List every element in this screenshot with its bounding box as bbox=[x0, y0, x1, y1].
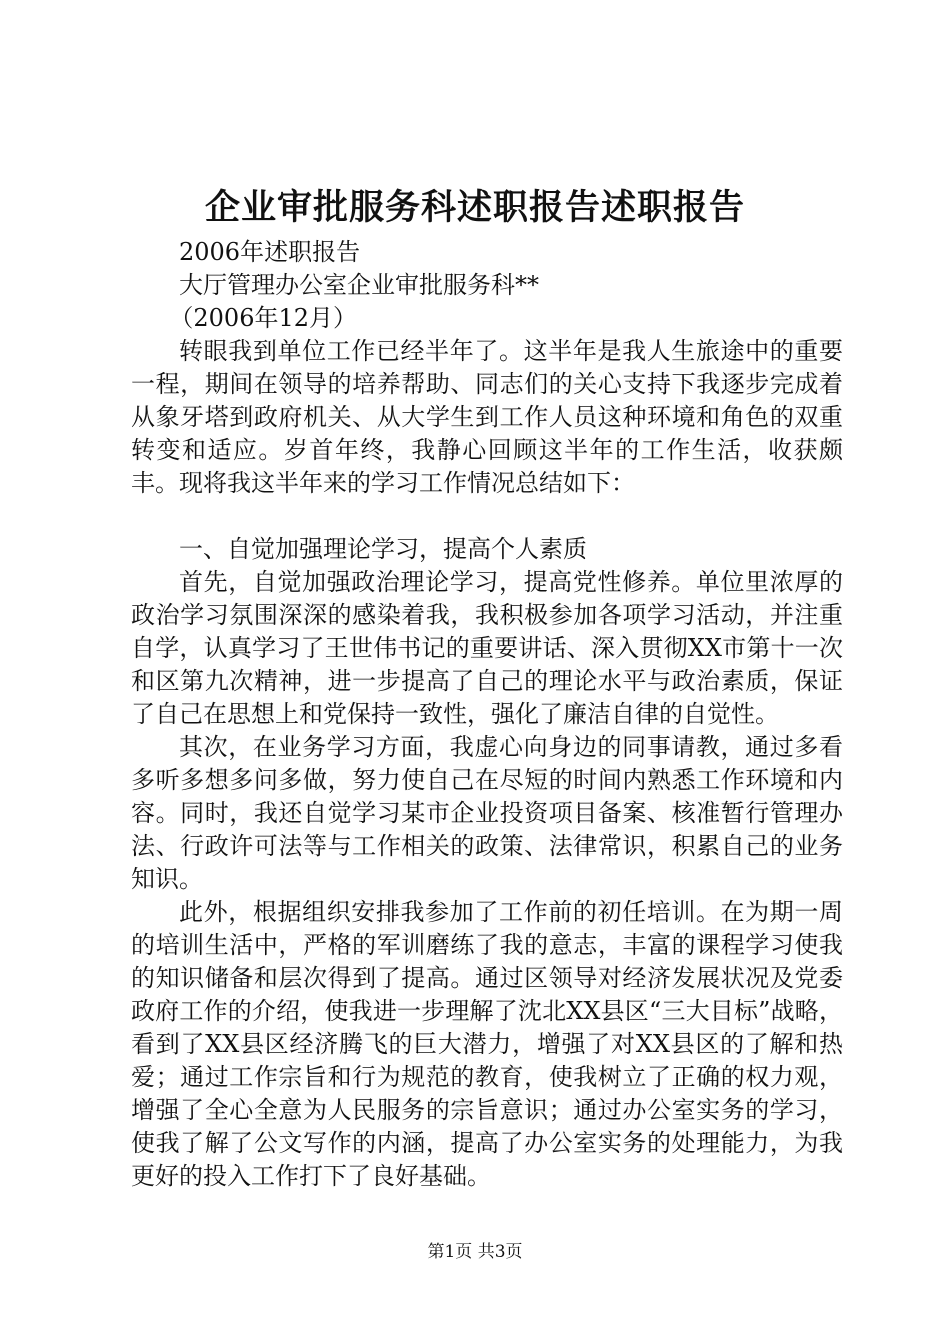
paragraph-training: 此外，根据组织安排我参加了工作前的初任培训。在为期一周的培训生活中，严格的军训磨练了我的意志，丰富的课程学习使我的知识储备和层次得到了提高。通过区领导对经济发展状况及党委政府工作的介绍，使我进一步理解了沈北XX县区“三大目标”战略，看到了XX县区经济腾飞的巨大潜力，增强了对XX县区的了解和热爱；通过工作宗旨和行为规范的教育，使我树立了正确的权力观，增强了全心全意为人民服务的宗旨意识；通过办公室实务的学习，使我了解了公文写作的内涵，提高了办公室实务的处理能力，为我更好的投入工作打下了良好基础。 bbox=[131, 898, 843, 1190]
document-title: 企业审批服务科述职报告述职报告 bbox=[204, 187, 745, 228]
section-heading-1: 一、自觉加强理论学习，提高个人素质 bbox=[179, 535, 587, 563]
report-author: 大厅管理办公室企业审批服务科** bbox=[179, 271, 539, 299]
paragraph-political-study: 首先，自觉加强政治理论学习，提高党性修养。单位里浓厚的政治学习氛围深深的感染着我，我积极参加各项学习活动，并注重自学，认真学习了王世伟书记的重要讲话、深入贯彻XX市第十一次和区第九次精神，进一步提高了自己的理论水平与政治素质，保证了自己在思想上和党保持一致性，强化了廉洁自律的自觉性。 bbox=[131, 568, 843, 728]
document-body bbox=[131, 236, 843, 1193]
paragraph-business-study: 其次，在业务学习方面，我虚心向身边的同事请教，通过多看多听多想多问多做，努力使自己在尽短的时间内熟悉工作环境和内容。同时，我还自觉学习某市企业投资项目备案、核准暂行管理办法、行政许可法等与工作相关的政策、法律常识，积累自己的业务知识。 bbox=[131, 733, 843, 893]
report-date: （2006年12月） bbox=[169, 304, 358, 332]
report-subtitle: 2006年述职报告 bbox=[179, 238, 361, 266]
paragraph-intro: 转眼我到单位工作已经半年了。这半年是我人生旅途中的重要一程，期间在领导的培养帮助、同志们的关心支持下我逐步完成着从象牙塔到政府机关、从大学生到工作人员这种环境和角色的双重转变和适应。岁首年终，我静心回顾这半年的工作生活，收获颇丰。现将我这半年来的学习工作情况总结如下： bbox=[131, 337, 843, 497]
page-footer: 第1页 共3页 bbox=[427, 1242, 523, 1262]
